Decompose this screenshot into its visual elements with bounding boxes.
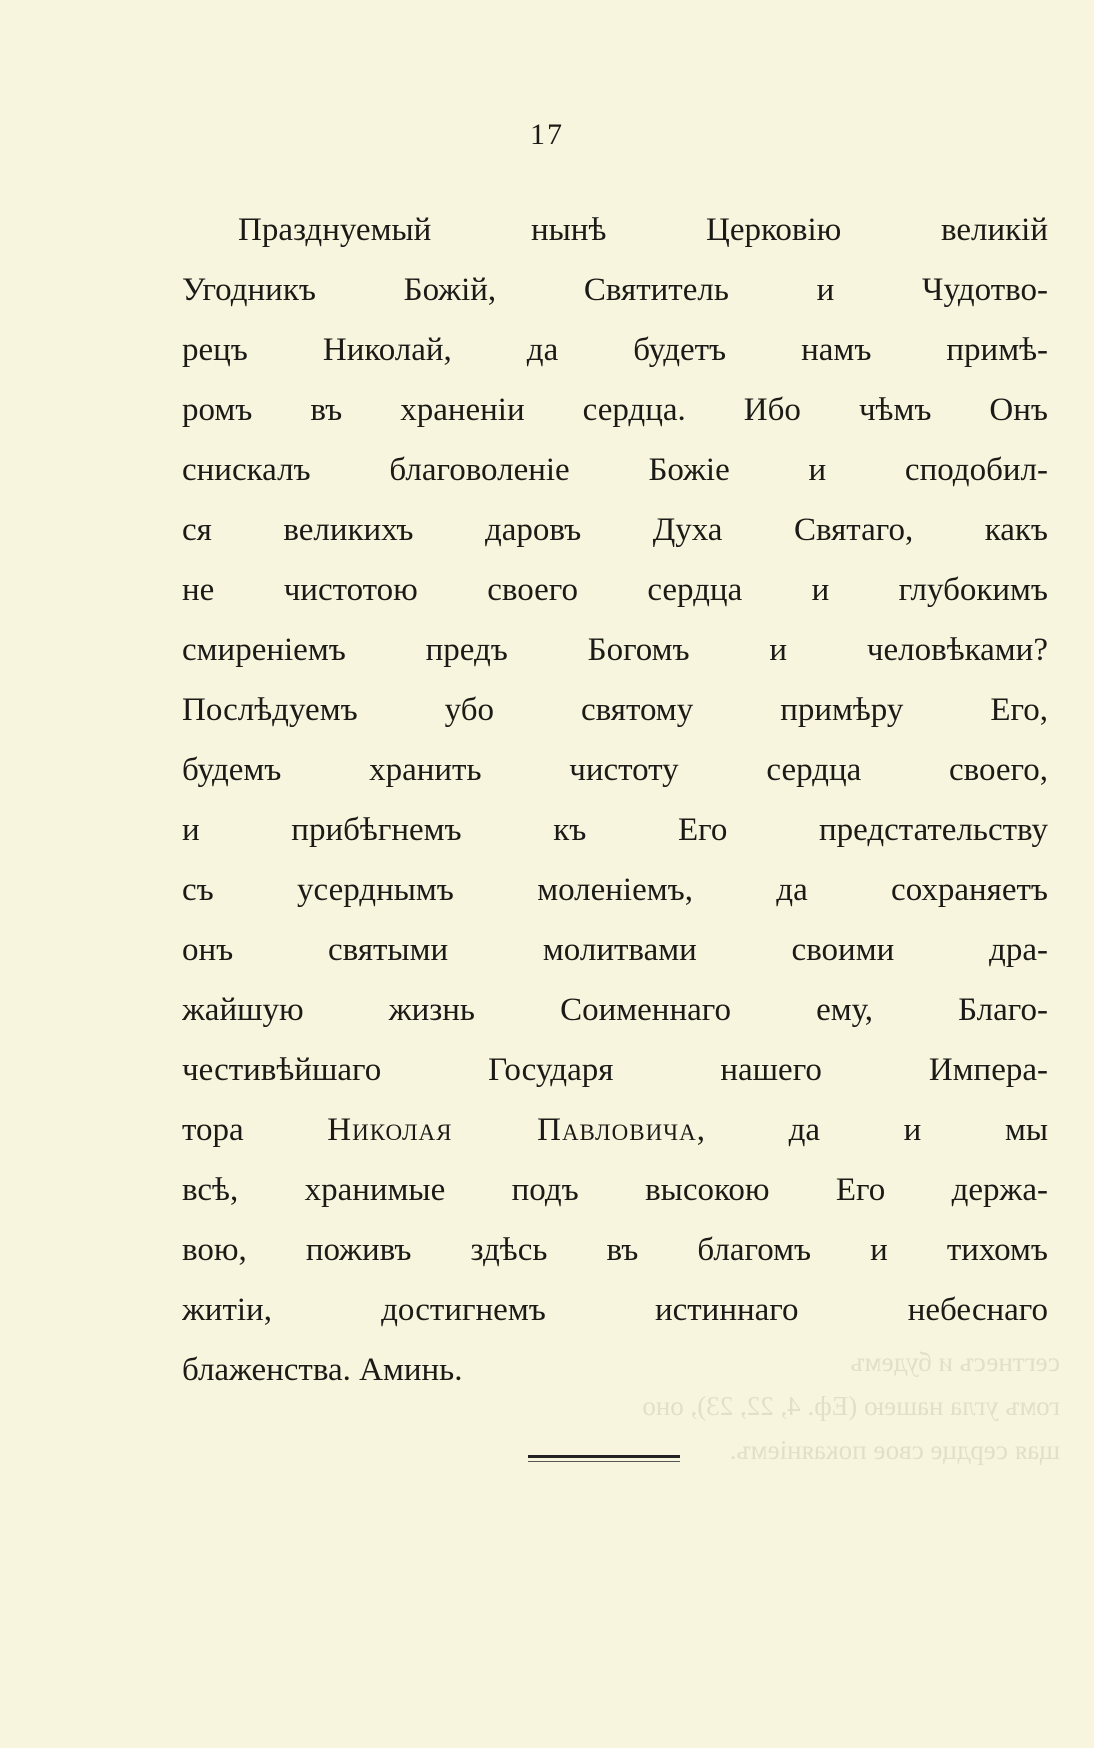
bleed-line: гомъ угла нашею (Еф. 4, 22, 23), оно: [642, 1391, 1060, 1421]
text-line: снискалъ благоволеніе Божіе и сподобил-: [182, 452, 1048, 488]
text-line: смиреніемъ предъ Богомъ и человѣками?: [182, 632, 1048, 668]
text-line: и прибѣгнемъ къ Его предстательству: [182, 812, 1048, 848]
text-line: Празднуемый нынѣ Церковію великій: [238, 212, 1048, 248]
line-suffix: , да и мы: [696, 1112, 1048, 1148]
text-line: Послѣдуемъ убо святому примѣру Его,: [182, 692, 1048, 728]
text-line: Угодникъ Божій, Святитель и Чудотво-: [182, 272, 1048, 308]
page-number: 17: [530, 118, 564, 151]
text-line: онъ святыми молитвами своими дра-: [182, 932, 1048, 968]
text-line: съ усерднымъ моленіемъ, да сохраняетъ: [182, 872, 1048, 908]
text-line-final: блаженства. Аминь.: [182, 1352, 463, 1388]
bleed-through-text: [640, 1340, 1060, 1472]
text-line: ся великихъ даровъ Духа Святаго, какъ: [182, 512, 1048, 548]
text-line: не чистотою своего сердца и глубокимъ: [182, 572, 1048, 608]
text-line: жайшую жизнь Соименнаго ему, Благо-: [182, 992, 1048, 1028]
end-rule-thin: [528, 1461, 680, 1462]
bleed-line: сегтнесъ и будемъ: [850, 1347, 1060, 1377]
text-line: будемъ хранить чистоту сердца своего,: [182, 752, 1048, 788]
text-line: всѣ, хранимые подъ высокою Его держа-: [182, 1172, 1048, 1208]
text-line: честивѣйшаго Государя нашего Импера-: [182, 1052, 1048, 1088]
text-line: житіи, достигнемъ истиннаго небеснаго: [182, 1292, 1048, 1328]
text-line-with-name: [182, 1100, 1048, 1160]
emperor-name: Николая Павловича: [327, 1112, 697, 1148]
line-prefix: тора: [182, 1112, 328, 1148]
end-rule: [528, 1455, 680, 1458]
text-line: вою, поживъ здѣсь въ благомъ и тихомъ: [182, 1232, 1048, 1268]
text-line: ромъ въ храненіи сердца. Ибо чѣмъ Онъ: [182, 392, 1048, 428]
bleed-line: щая сердце свое покаяніемъ.: [729, 1435, 1060, 1465]
text-line: рецъ Николай, да будетъ намъ примѣ-: [182, 332, 1048, 368]
sermon-paragraph: [182, 200, 1048, 1400]
